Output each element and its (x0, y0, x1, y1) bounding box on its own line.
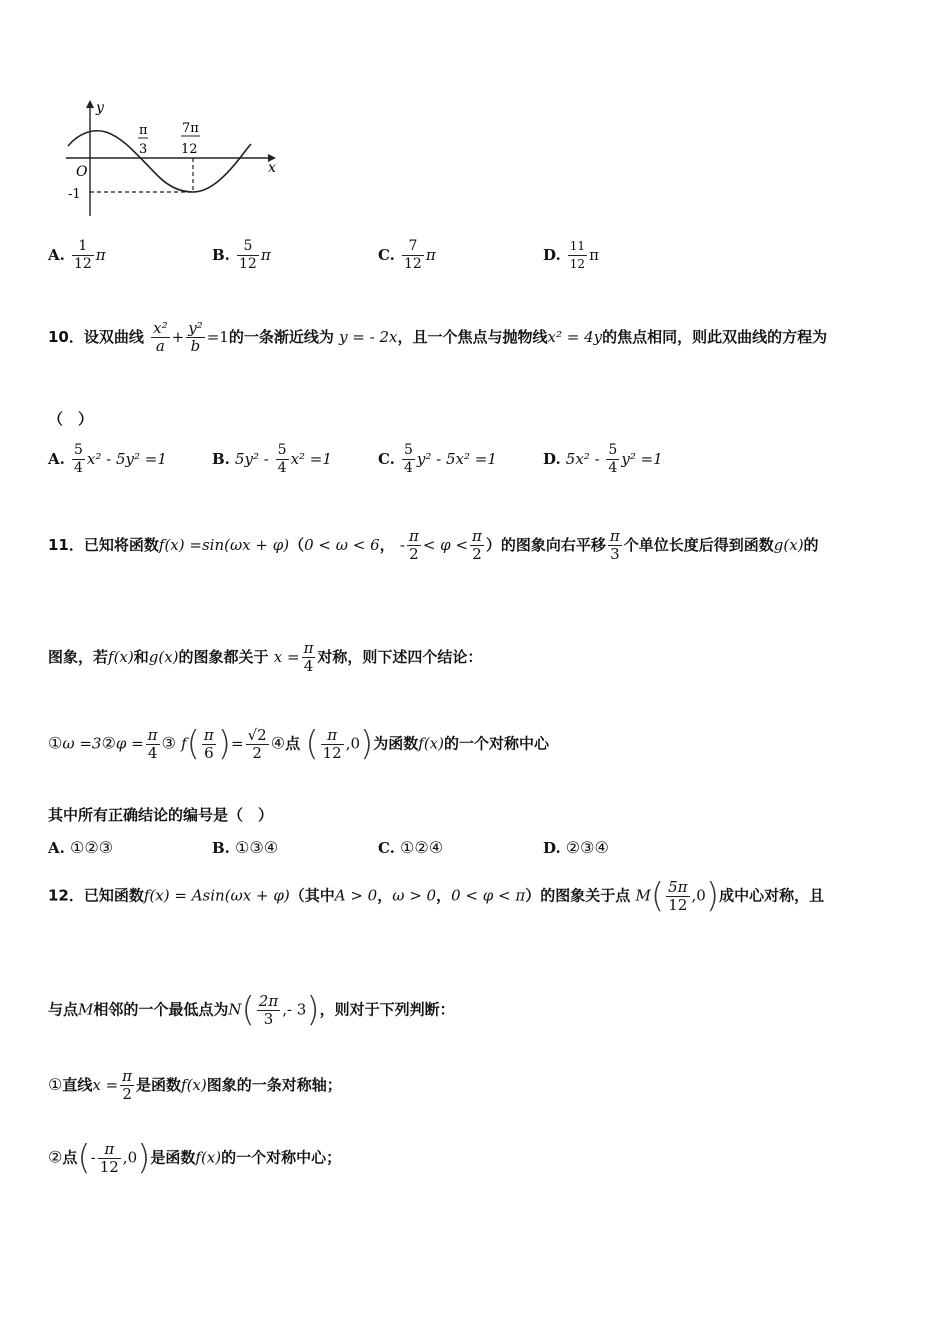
q11-option-b[interactable]: B. ①③④ (212, 838, 279, 857)
x-axis-label: x (268, 160, 276, 176)
q10-option-c[interactable]: C. $\frac{5}{4}$ y² - 5x² =1 (378, 442, 497, 476)
q10-stem: 10．设双曲线 $\frac{\text{x²}}{a}$ + $\frac{\text{y²}}{b}$ =1的一条渐近线为 y = - 2x，且一个焦点与抛物线x² = 4y的焦点相同，则此双曲线的方程为 (48, 319, 828, 355)
q11-conclusions: ①ω =3②φ = $\frac{\pi}{4}$ ③ f( $\frac{\pi}{6}$ )= $\frac{√2}{2}$ ④点 ( $\frac{\pi}{12}$ ,0)为函数f(x)的一个对称中心 (48, 724, 550, 764)
q12-stem-line2: 与点M相邻的一个最低点为N( $\frac{2\pi}{3}$ ,- 3)，则对于下列判断： (48, 990, 455, 1030)
pi-over-3-num: π (139, 123, 148, 138)
q11-question-line: 其中所有正确结论的编号是（ ） (48, 806, 274, 824)
q10-paren: （ ） (48, 410, 94, 428)
y-axis-label: y (96, 100, 104, 116)
q10-option-b[interactable]: B. 5y² - $\frac{5}{4}$ x² =1 (212, 442, 332, 476)
minus-one-label: -1 (68, 187, 81, 202)
seven-pi-den: 12 (181, 142, 198, 157)
q10-option-a[interactable]: A. $\frac{5}{4}$ x² - 5y² =1 (48, 442, 167, 476)
q11-stem-line1: 11．已知将函数f(x) =sin(ωx + φ)（0 < ω < 6， - $\frac{\pi}{2}$ < φ < $\frac{\pi}{2}$ ）的图象向右平移 $\frac{\pi}{3}$ 个单位长度后得到函数g(x)的 (48, 527, 819, 563)
q11-option-d[interactable]: D. ②③④ (543, 838, 609, 857)
q12-stem-line1: 12．已知函数f(x) = Asin(ωx + φ)（其中A > 0，ω > 0，0 < φ < π）的图象关于点 M( $\frac{5\pi}{12}$ ,0)成中心对称，且 (48, 876, 825, 916)
q10-option-d[interactable]: D. 5x² - $\frac{5}{4}$ y² =1 (543, 442, 663, 476)
origin-label: O (76, 164, 88, 180)
q12-judgement-2: ②点(- $\frac{\pi}{12}$ ,0)是函数f(x)的一个对称中心； (48, 1138, 342, 1178)
q9-option-a[interactable]: A. $\frac{1}{12}$ π (48, 238, 106, 272)
q11-stem-line2: 图象，若f(x)和g(x)的图象都关于 x = $\frac{\pi}{4}$ 对称，则下述四个结论： (48, 639, 483, 675)
q9-option-d[interactable]: D. $\frac{11}{12}$ π (543, 239, 599, 271)
curve (68, 131, 251, 192)
q11-option-c[interactable]: C. ①②④ (378, 838, 444, 857)
y-axis-arrow (86, 100, 94, 108)
q9-option-c[interactable]: C. $\frac{7}{12}$ π (378, 238, 436, 272)
function-graph (48, 98, 288, 220)
seven-pi-num: 7π (182, 121, 199, 136)
q11-option-a[interactable]: A. ①②③ (48, 838, 113, 857)
pi-over-3-den: 3 (139, 142, 148, 157)
q12-judgement-1: ①直线x = $\frac{\pi}{2}$ 是函数f(x)图象的一条对称轴； (48, 1067, 342, 1103)
q9-option-b[interactable]: B. $\frac{5}{12}$ π (212, 238, 271, 272)
